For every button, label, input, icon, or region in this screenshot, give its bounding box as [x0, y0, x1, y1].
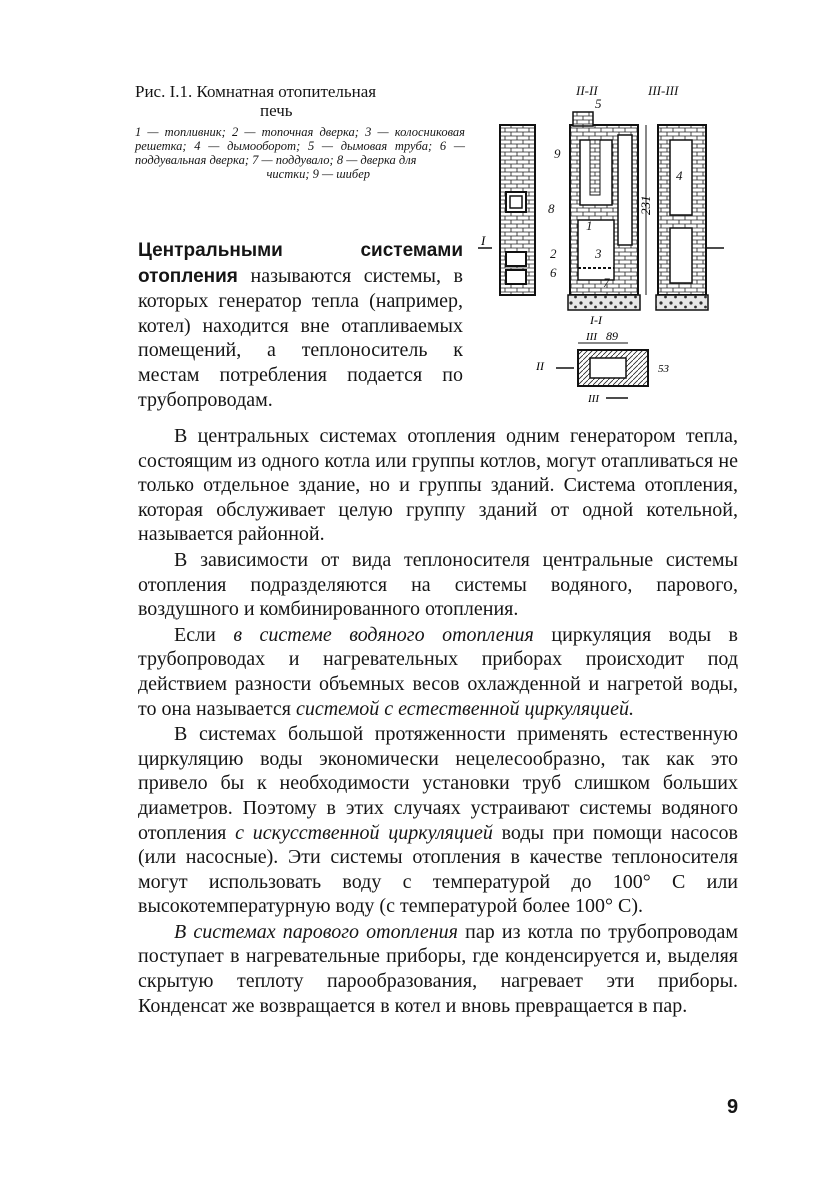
- stove-elevation: [478, 125, 535, 295]
- p3-emphasis-a: в системе водяного отопления: [233, 623, 534, 646]
- stove-section-2: [568, 112, 653, 310]
- paragraph-heat-carrier-types: В зависимости от вида теплоносителя центральные системы отопления подразделяются на системы водяного, парового, воздушного и комбинированного отопления.: [138, 548, 738, 621]
- label-n5: 5: [595, 96, 602, 111]
- p4-text-b: воды при помощи насосов (или насосные). Эти системы отопления в качестве теплоносителя могут использовать воду с температурой до 100° С или высокотемпературную воду (с температурой более 100° С).: [138, 821, 738, 918]
- label-n6: 6: [550, 265, 557, 280]
- label-dim-depth: 53: [658, 363, 669, 375]
- p3-emphasis-b: системой с естественной циркуляцией.: [295, 697, 635, 720]
- intro-term: Центральными системами отопления: [138, 240, 463, 287]
- stove-plan: [535, 313, 670, 405]
- legend-last: чистки; 9 — шибер: [266, 167, 370, 181]
- caption-title-line2: печь: [260, 101, 293, 120]
- label-n3: 3: [595, 246, 602, 261]
- label-n4: 4: [676, 168, 683, 183]
- legend-main: 1 — топливник; 2 — топочная дверка; 3 — колосниковая решетка; 4 — дымооборот; 5 — дымовая труба; 6 — поддувальная дверка; 7 — поддувало; 8 — дверка для: [135, 125, 465, 167]
- paragraph-steam-heating: [138, 920, 738, 1018]
- paragraph-forced-circulation: [138, 722, 738, 919]
- p5-text: пар из котла по трубопроводам поступает в нагревательные приборы, где конденсируется и, выделяя скрытую теплоту парообразования, нагревает эти приборы. Конденсат же возвращается в котел и вновь превращается в пар.: [138, 920, 738, 1017]
- figure-caption-title: [135, 82, 465, 120]
- label-n1: 1: [586, 218, 593, 233]
- p5-emphasis: В системах парового отопления: [174, 920, 458, 943]
- label-mark-iii-bottom: III: [588, 393, 599, 405]
- label-n2: 2: [550, 246, 557, 261]
- label-dim-height: 231: [638, 195, 653, 215]
- p3-text-a: Если: [174, 623, 234, 646]
- label-mark-ii: II: [536, 359, 544, 373]
- intro-text: называются системы, в которых генератор тепла (например, котел) находится вне отапливаемых помещений, а теплоноситель к местам потребления подается по трубопроводам.: [138, 264, 463, 411]
- paragraph-district-heating: В центральных системах отопления одним генератором тепла, состоящим из одного котла или группы котлов, могут отапливаться не только отдельное здание, но и группы зданий. Система отопления, которая обслуживает целую группу зданий от одной котельной, называется районной.: [138, 425, 738, 546]
- p4-emphasis: с искусственной циркуляцией: [235, 821, 493, 844]
- stove-drawing: [478, 80, 728, 415]
- page-number: 9: [727, 1096, 739, 1118]
- paragraph-natural-circulation: [138, 623, 738, 721]
- p3-text-b: циркуляция воды в трубопроводах и нагревательных приборах происходит под действием разности объемных весов охлажденной и нагретой воды, то она называется: [138, 623, 738, 720]
- figure-caption: [135, 82, 465, 181]
- stove-section-3: [656, 125, 724, 310]
- label-mark-i: I: [481, 233, 486, 248]
- label-section-1: I-I: [590, 313, 602, 327]
- label-n7: 7: [603, 275, 610, 290]
- caption-title-line1: Рис. I.1. Комнатная отопительная: [135, 82, 377, 101]
- intro-paragraph: [138, 238, 463, 412]
- body-text: [138, 424, 738, 1018]
- label-dim-width: 89: [606, 329, 618, 343]
- figure-legend: [135, 125, 465, 181]
- stove-figure: [478, 80, 728, 415]
- label-section-3: III-III: [648, 83, 679, 98]
- p4-text-a: В системах большой протяженности применять естественную циркуляцию воды экономически нецелесообразно, так как это привело бы к необходимости установки труб слишком больших диаметров. Поэтому в этих случаях устраивают системы водяного отопления: [138, 723, 738, 844]
- label-mark-iii-top: III: [586, 331, 597, 343]
- label-n9: 9: [554, 146, 561, 161]
- label-n8: 8: [548, 201, 555, 216]
- label-section-2: II-II: [576, 83, 598, 98]
